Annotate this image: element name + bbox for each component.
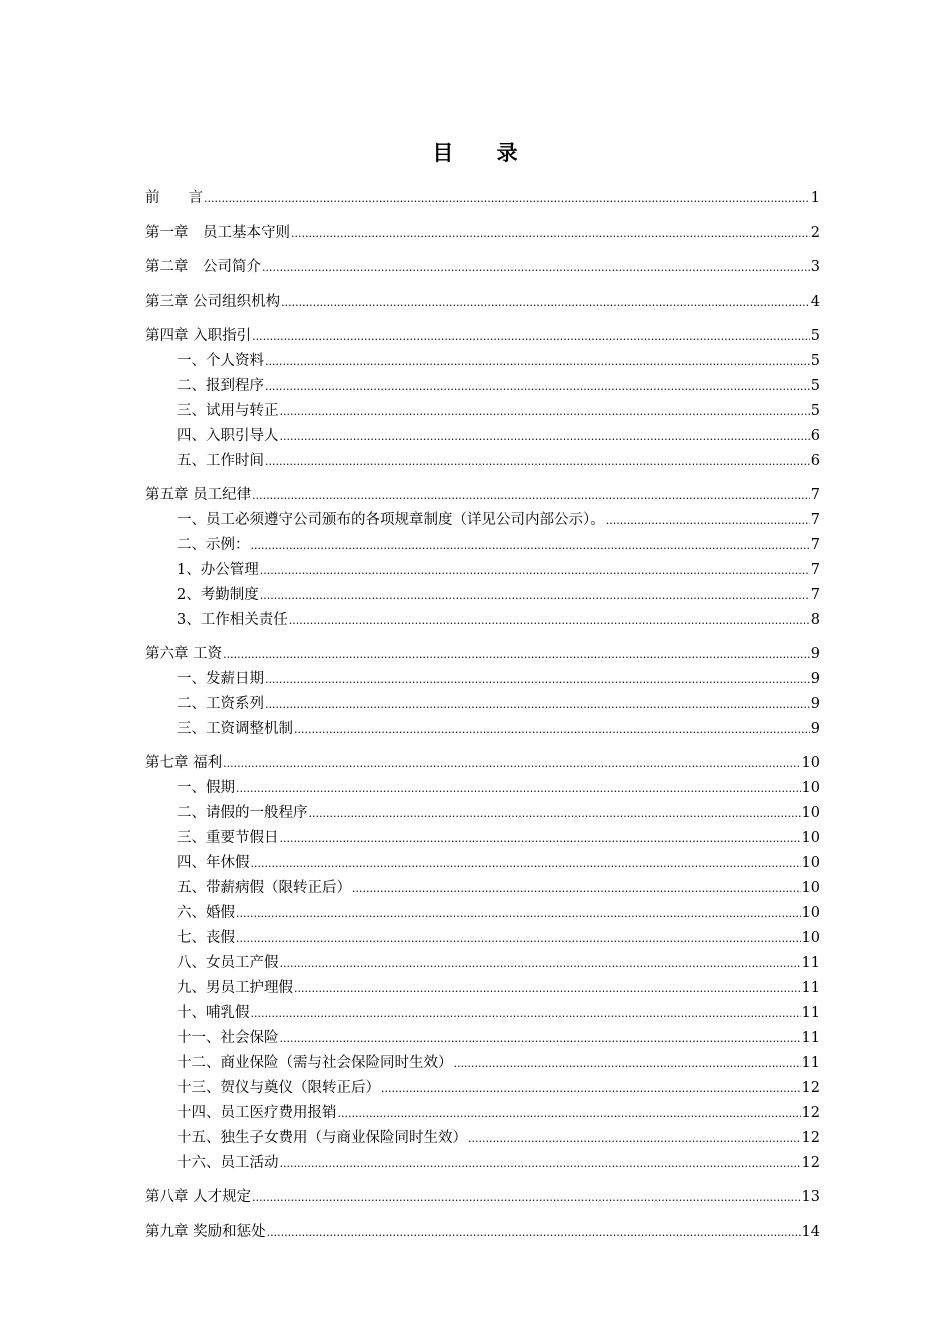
toc-leader-dots [262,257,810,279]
toc-entry-label: 3、工作相关责任 [177,612,288,628]
toc-page-number: 7 [810,537,820,553]
toc-entry-label: 十六、员工活动 [177,1155,279,1171]
toc-entry-label: 三、工资调整机制 [177,721,293,737]
toc-entry-label: 第八章 人才规定 [145,1189,252,1205]
toc-entry-label: 五、工作时间 [177,453,264,469]
toc-leader-dots [468,1128,801,1150]
toc-entry-chapter-4[interactable] [145,325,820,347]
toc-entry-chapter-9[interactable] [145,1221,820,1243]
toc-entry-label: 七、丧假 [177,930,235,946]
toc-entry-label: 十四、员工医疗费用报销 [177,1105,337,1121]
toc-entry-label: 第四章 入职指引 [145,328,252,344]
toc-entry-chapter-3[interactable] [145,291,820,313]
toc-entry-label: 第三章 公司组织机构 [145,294,281,310]
toc-entry-section[interactable] [177,952,820,974]
toc-entry-chapter-6[interactable] [145,643,820,665]
toc-page-number: 5 [810,403,820,419]
toc-page-number: 3 [810,259,820,275]
toc-entry-section[interactable] [177,400,820,422]
toc-leader-dots [294,719,810,741]
toc-leader-dots [352,878,801,900]
toc-page-number: 9 [810,721,820,737]
toc-entry-section[interactable] [177,534,820,556]
toc-leader-dots [291,223,810,245]
toc-leader-dots [606,510,810,532]
toc-entry-label: 三、重要节假日 [177,830,279,846]
toc-entry-label: 第六章 工资 [145,646,223,662]
toc-entry-label: 十、哺乳假 [177,1005,250,1021]
toc-page-number: 10 [801,855,820,871]
toc-leader-dots [251,535,810,557]
toc-entry-label: 第二章 公司简介 [145,259,261,275]
toc-entry-label: 二、示例： [177,537,250,553]
toc-entry-section[interactable] [177,1152,820,1174]
toc-entry-label: 第七章 福利 [145,755,223,771]
toc-entry-label: 一、发薪日期 [177,671,264,687]
toc-entry-section[interactable] [177,877,820,899]
toc-page-number: 1 [810,190,820,206]
toc-entry-section[interactable] [177,852,820,874]
toc-page-number: 13 [801,1189,820,1205]
toc-page-number: 9 [810,671,820,687]
toc-entry-section[interactable] [177,425,820,447]
toc-page-number: 14 [801,1224,820,1240]
toc-entry-section[interactable] [177,902,820,924]
toc-entry-label: 八、女员工产假 [177,955,279,971]
toc-leader-dots [381,1078,801,1100]
toc-leader-dots [338,1103,801,1125]
toc-page-number: 11 [801,1055,820,1071]
toc-entry-section[interactable] [177,1077,820,1099]
toc-entry-section[interactable] [177,1052,820,1074]
toc-entry-label: 十三、贺仪与奠仪（限转正后） [177,1080,380,1096]
toc-entry-chapter-1[interactable] [145,222,820,244]
toc-entry-chapter-5[interactable] [145,484,820,506]
toc-leader-dots [280,953,801,975]
toc-leader-dots [267,1222,801,1244]
toc-page-number: 9 [810,696,820,712]
toc-leader-dots [265,669,810,691]
toc-entry-label: 一、假期 [177,780,235,796]
toc-entry-label: 二、工资系列 [177,696,264,712]
toc-page-number: 7 [810,487,820,503]
toc-page-number: 7 [810,587,820,603]
toc-entry-section[interactable] [177,509,820,531]
toc-entry-label: 十一、社会保险 [177,1030,279,1046]
toc-page-number: 10 [801,880,820,896]
toc-leader-dots [252,1187,800,1209]
toc-page-number: 10 [801,930,820,946]
toc-leader-dots [309,803,801,825]
toc-entry-section[interactable] [177,350,820,372]
toc-entry-section[interactable] [177,777,820,799]
toc-entry-section[interactable] [177,375,820,397]
toc-page-number: 7 [810,562,820,578]
toc-leader-dots [236,928,801,950]
toc-entry-chapter-7[interactable] [145,752,820,774]
toc-entry-section[interactable] [177,977,820,999]
toc-entry-section[interactable] [177,668,820,690]
toc-leader-dots [289,610,810,632]
toc-page-number: 12 [801,1105,820,1121]
toc-entry-label: 二、报到程序 [177,378,264,394]
toc-entry-label: 五、带薪病假（限转正后） [177,880,351,896]
toc-leader-dots [236,903,801,925]
toc-page-number: 10 [801,780,820,796]
toc-entry-chapter-8[interactable] [145,1186,820,1208]
toc-page-number: 11 [801,955,820,971]
toc-entry-label: 十五、独生子女费用（与商业保险同时生效） [177,1130,467,1146]
toc-entry-section[interactable] [177,693,820,715]
toc-entry-label: 四、年休假 [177,855,250,871]
toc-leader-dots [294,978,801,1000]
toc-leader-dots [265,376,810,398]
toc-leader-dots [265,451,810,473]
toc-entry-label: 三、试用与转正 [177,403,279,419]
toc-leader-dots [280,401,810,423]
toc-entry-label: 前 言 [145,190,203,206]
toc-entry-section[interactable] [177,584,820,606]
toc-entry-section[interactable] [177,1002,820,1024]
toc-entry-label: 十二、商业保险（需与社会保险同时生效） [177,1055,453,1071]
toc-entry-preface[interactable] [145,187,820,209]
toc-entry-label: 1、办公管理 [177,562,259,578]
toc-page-number: 6 [810,428,820,444]
toc-entry-section[interactable] [177,1102,820,1124]
toc-leader-dots [260,560,810,582]
toc-leader-dots [280,426,810,448]
toc-leader-dots [280,1153,801,1175]
toc-entry-label: 九、男员工护理假 [177,980,293,996]
toc-page-number: 4 [810,294,820,310]
toc-leader-dots [260,585,810,607]
toc-page-number: 5 [810,378,820,394]
toc-page-number: 8 [810,612,820,628]
toc-entry-label: 二、请假的一般程序 [177,805,308,821]
toc-entry-section[interactable] [177,827,820,849]
toc-entry-label: 第一章 员工基本守则 [145,225,290,241]
toc-leader-dots [251,1003,801,1025]
toc-leader-dots [454,1053,801,1075]
toc-entry-label: 一、个人资料 [177,353,264,369]
toc-page-number: 10 [801,805,820,821]
toc-leader-dots [252,326,810,348]
toc-leader-dots [252,485,810,507]
toc-entry-section[interactable] [177,1027,820,1049]
toc-page-number: 11 [801,1005,820,1021]
toc-entry-section[interactable] [177,609,820,631]
toc-entry-label: 第九章 奖励和惩处 [145,1224,266,1240]
toc-leader-dots [223,644,810,666]
toc-leader-dots [251,853,801,875]
toc-entry-section[interactable] [177,802,820,824]
toc-page-number: 6 [810,453,820,469]
toc-leader-dots [280,828,801,850]
toc-entry-label: 四、入职引导人 [177,428,279,444]
toc-leader-dots [281,292,810,314]
toc-entry-label: 六、婚假 [177,905,235,921]
toc-leader-dots [280,1028,801,1050]
toc-page-number: 12 [801,1130,820,1146]
toc-title: 目 录 [432,140,536,165]
toc-page-number: 9 [810,646,820,662]
toc-entry-label: 一、员工必须遵守公司颁布的各项规章制度（详见公司内部公示）。 [177,512,605,528]
toc-page-number: 10 [801,755,820,771]
toc-entry-section[interactable] [177,927,820,949]
toc-entry-section[interactable] [177,1127,820,1149]
toc-page-number: 10 [801,905,820,921]
toc-page-number: 11 [801,980,820,996]
toc-page-number: 2 [810,225,820,241]
toc-leader-dots [265,694,810,716]
toc-leader-dots [265,351,810,373]
toc-leader-dots [236,778,801,800]
toc-leader-dots [204,188,810,210]
toc-page-number: 7 [810,512,820,528]
toc-page-number: 10 [801,830,820,846]
toc-entry-label: 第五章 员工纪律 [145,487,252,503]
toc-page-number: 11 [801,1030,820,1046]
toc-page-number: 5 [810,328,820,344]
toc-page-number: 12 [801,1155,820,1171]
toc-entry-section[interactable] [177,450,820,472]
toc-page-number: 12 [801,1080,820,1096]
toc-entry-section[interactable] [177,718,820,740]
toc-entry-chapter-2[interactable] [145,256,820,278]
toc-entry-label: 2、考勤制度 [177,587,259,603]
toc-leader-dots [223,753,800,775]
toc-page-number: 5 [810,353,820,369]
toc-entry-section[interactable] [177,559,820,581]
